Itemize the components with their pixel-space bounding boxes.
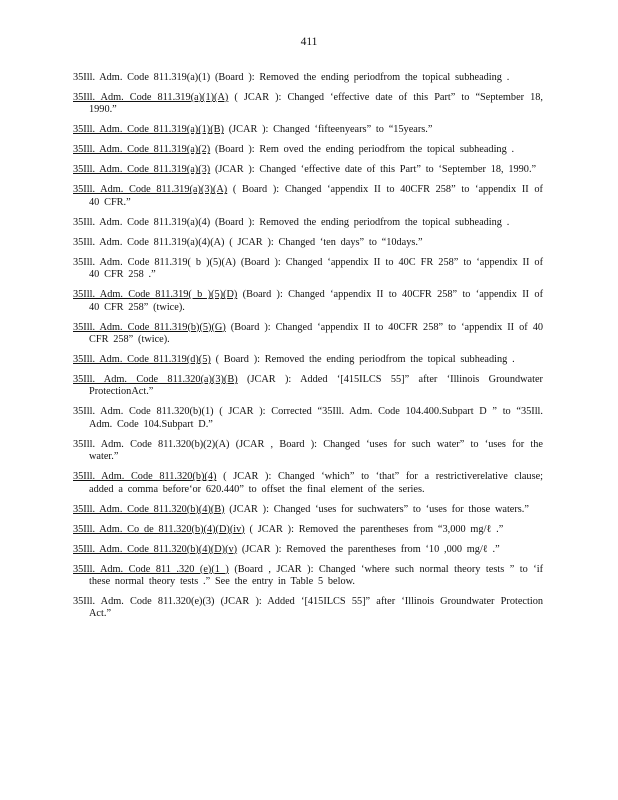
page-number: 411 (300, 36, 318, 48)
change-entry (73, 354, 543, 366)
entry-description: ( JCAR ): Changed ‘ten days” to “10days.” (229, 236, 423, 248)
change-entry (73, 124, 543, 136)
entry-description: (JCAR ): Added ‘[415ILCS 55]” after ‘Illinois Groundwater ProtectionAct.” (89, 374, 543, 398)
entry-citation: 35Ill. Adm. Code 811 .320 (e)(1 ) (73, 563, 229, 575)
entry-description: (JCAR ): Changed ‘uses for suchwaters” to ‘uses for those waters.” (229, 503, 529, 515)
entry-description: ( Board ): Changed ‘appendix II to 40CFR 258” to ‘appendix II of 40 CFR.” (89, 184, 543, 208)
change-entry (73, 184, 543, 209)
change-entry (73, 544, 543, 556)
entry-description: ( Board ): Removed the ending periodfrom the topical subheading . (215, 354, 515, 366)
entry-description: (Board ): Changed ‘appendix II to 40CFR 258” to ‘appendix II of 40 CFR 258” (twice). (89, 289, 543, 313)
entry-citation: 35Ill. Adm. Co de 811.320(b)(4)(D)(iv) (73, 523, 245, 535)
change-entry (73, 289, 543, 314)
entry-citation: 35Ill. Adm. Code 811.320(b)(4)(B) (73, 503, 225, 515)
entry-citation: 35Ill. Adm. Code 811.319(a)(1)(B) (73, 124, 224, 136)
entry-description: (JCAR ): Changed ‘effective date of this Part” to ‘September 18, 1990.” (214, 164, 537, 176)
change-entry (73, 374, 543, 399)
change-entry (73, 217, 543, 229)
change-entries-list (73, 72, 543, 628)
entry-description: ( JCAR ): Removed the parentheses from “3,000 mg/ℓ .” (249, 523, 504, 535)
entry-citation: 35Ill. Adm. Code 811.319(b)(5)(G) (73, 321, 226, 333)
change-entry (73, 144, 543, 156)
entry-description: (Board ): Removed the ending periodfrom the topical subheading . (214, 216, 510, 228)
entry-citation: 35Ill. Adm. Code 811.319( b )(5)(D) (73, 289, 238, 301)
entry-description: ( JCAR ): Changed ‘effective date of this Part” to “September 18, 1990.” (89, 92, 544, 116)
change-entry (73, 92, 543, 117)
change-entry (73, 524, 543, 536)
change-entry (73, 164, 543, 176)
entry-description: (JCAR ): Removed the parentheses from ‘10 ,000 mg/ℓ .” (241, 543, 500, 555)
entry-citation: 35Ill. Adm. Code 811.319( b )(5)(A) (73, 256, 236, 268)
entry-citation: 35Ill. Adm. Code 811.319(a)(3) (73, 164, 211, 176)
change-entry (73, 257, 543, 282)
entry-description: (Board ): Rem oved the ending periodfrom the topical subheading . (214, 144, 515, 156)
entry-citation: 35Ill. Adm. Code 811.320(b)(2)(A) (73, 438, 230, 450)
entry-citation: 35Ill. Adm. Code 811.319(a)(2) (73, 144, 211, 156)
change-entry (73, 439, 543, 464)
entry-citation: 35Ill. Adm. Code 811.320(b)(4)(D)(v) (73, 543, 238, 555)
entry-citation: 35Ill. Adm. Code 811.320(a)(3)(B) (73, 374, 238, 386)
change-entry (73, 504, 543, 516)
entry-citation: 35Ill. Adm. Code 811.319(a)(4) (73, 216, 211, 228)
entry-citation: 35Ill. Adm. Code 811.319(a)(1)(A) (73, 92, 229, 103)
entry-description: (JCAR , Board ): Changed ‘uses for such water” to ‘uses for the water.” (89, 438, 543, 463)
entry-citation: 35Ill. Adm. Code 811.320(b)(4) (73, 471, 217, 483)
entry-description: ( JCAR ): Corrected “35Ill. Adm. Code 104.400.Subpart D ” to “35Ill. Adm. Code 104.Subpart D.” (89, 406, 543, 430)
entry-description: (JCAR ): Changed ‘fifteenyears” to “15years.” (228, 124, 433, 136)
change-entry (73, 322, 543, 347)
entry-description: (Board ): Removed the ending periodfrom the topical subheading . (214, 72, 510, 83)
entry-citation: 35Ill. Adm. Code 811.319(a)(1) (73, 72, 211, 83)
entry-citation: 35Ill. Adm. Code 811.320(e)(3) (73, 596, 215, 608)
entry-citation: 35Ill. Adm. Code 811.319(d)(5) (73, 354, 211, 366)
entry-description: (Board , JCAR ): Changed ‘where such normal theory tests ” to ‘if these normal theory tests .” See the entry in Table 5 below. (89, 563, 543, 588)
entry-description: (Board ): Changed ‘appendix II to 40C FR 258” to ‘appendix II of 40 CFR 258 .” (89, 256, 543, 281)
change-entry (73, 471, 543, 496)
change-entry (73, 596, 543, 621)
entry-citation: 35Ill. Adm. Code 811.320(b)(1) (73, 406, 214, 418)
change-entry (73, 406, 543, 431)
change-entry (73, 237, 543, 249)
entry-citation: 35Ill. Adm. Code 811.319(a)(3)(A) (73, 184, 228, 196)
entry-description: (JCAR ): Added ‘[415ILCS 55]” after ‘Illinois Groundwater Protection Act.” (89, 596, 543, 620)
entry-citation: 35Ill. Adm. Code 811.319(a)(4)(A) (73, 236, 225, 248)
change-entry (73, 564, 543, 589)
entry-description: ( JCAR ): Changed ‘which” to ‘that” for a restrictiverelative clause; added a comma before‘or 620.440” to offset the final element of the series. (89, 471, 544, 495)
entry-description: (Board ): Changed ‘appendix II to 40CFR 258” to ‘appendix II of 40 CFR 258” (twice). (89, 321, 543, 346)
change-entry (73, 72, 543, 84)
